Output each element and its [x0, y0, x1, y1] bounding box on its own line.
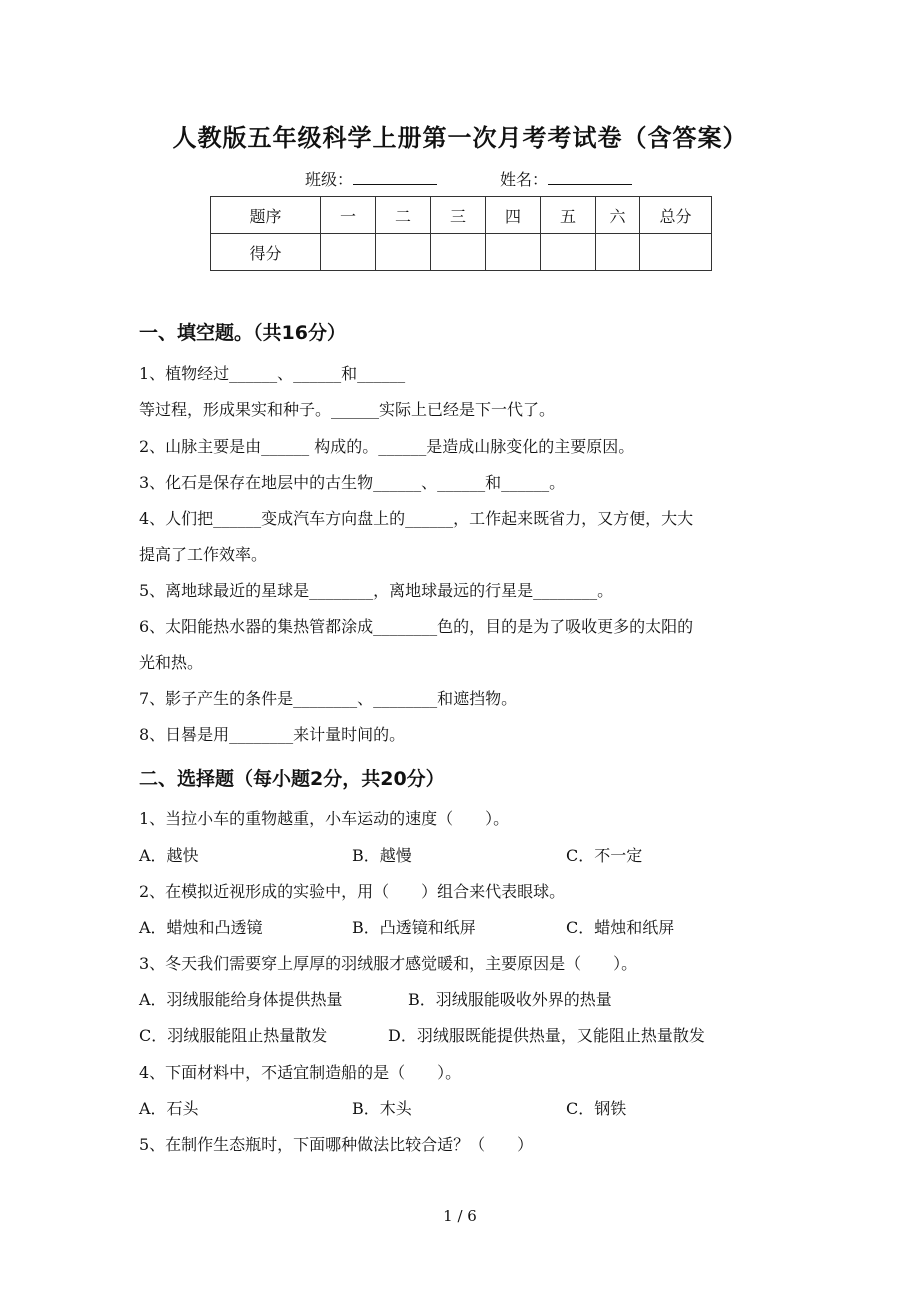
- score-cell[interactable]: [640, 234, 712, 271]
- choice-option-d[interactable]: D．羽绒服既能提供热量，又能阻止热量散发: [388, 1026, 705, 1045]
- choice-option-a[interactable]: A．羽绒服能给身体提供热量: [139, 990, 343, 1009]
- score-cell[interactable]: [376, 234, 431, 271]
- choice-option-c[interactable]: C．蜡烛和纸屏: [566, 918, 675, 937]
- score-cell[interactable]: [321, 234, 376, 271]
- class-field: [305, 168, 437, 191]
- score-cell[interactable]: [431, 234, 486, 271]
- fill-question-line: 8、日晷是用________来计量时间的。: [139, 725, 406, 744]
- section2-heading: 二、选择题（每小题2分，共20分）: [139, 768, 445, 790]
- score-cell[interactable]: [486, 234, 541, 271]
- page-number: 1 / 6: [443, 1207, 477, 1225]
- score-row: [211, 234, 712, 271]
- score-cell[interactable]: [541, 234, 596, 271]
- choice-option-a[interactable]: A．蜡烛和凸透镜: [139, 918, 263, 937]
- fill-question-line: 7、影子产生的条件是________、________和遮挡物。: [139, 689, 518, 708]
- choice-option-c[interactable]: C．羽绒服能阻止热量散发: [139, 1026, 328, 1045]
- name-label: 姓名：: [500, 170, 549, 189]
- fill-question-line: 6、太阳能热水器的集热管都涂成________色的，目的是为了吸收更多的太阳的: [139, 617, 694, 636]
- choice-option-a[interactable]: A．石头: [139, 1099, 199, 1118]
- score-header-cell: 六: [596, 197, 640, 234]
- fill-question-line: 5、离地球最近的星球是________，离地球最远的行星是________。: [139, 581, 614, 600]
- score-table: [210, 196, 712, 271]
- exam-title: 人教版五年级科学上册第一次月考考试卷（含答案）: [172, 124, 748, 152]
- choice-option-c[interactable]: C．钢铁: [566, 1099, 627, 1118]
- score-row-label: 得分: [211, 234, 321, 271]
- score-header-row: [211, 197, 712, 234]
- score-header-cell: 题序: [211, 197, 321, 234]
- choice-option-b[interactable]: B．木头: [352, 1099, 412, 1118]
- name-blank[interactable]: [548, 168, 632, 185]
- choice-option-b[interactable]: B．凸透镜和纸屏: [352, 918, 476, 937]
- score-header-cell: 三: [431, 197, 486, 234]
- fill-question-line: 等过程，形成果实和种子。______实际上已经是下一代了。: [139, 400, 556, 419]
- choice-option-a[interactable]: A．越快: [139, 846, 199, 865]
- name-field: [500, 168, 632, 191]
- score-cell[interactable]: [596, 234, 640, 271]
- fill-question-line: 3、化石是保存在地层中的古生物______、______和______。: [139, 473, 566, 492]
- choice-question-stem: 1、当拉小车的重物越重，小车运动的速度（ ）。: [139, 809, 510, 828]
- choice-question-stem: 3、冬天我们需要穿上厚厚的羽绒服才感觉暖和，主要原因是（ ）。: [139, 954, 638, 973]
- score-header-cell: 五: [541, 197, 596, 234]
- score-header-cell: 一: [321, 197, 376, 234]
- section1-heading: 一、填空题。（共16分）: [139, 322, 346, 344]
- fill-question-line: 光和热。: [139, 653, 204, 672]
- choice-question-stem: 2、在模拟近视形成的实验中，用（ ）组合来代表眼球。: [139, 882, 566, 901]
- fill-question-line: 1、植物经过______、______和______: [139, 364, 406, 383]
- class-label: 班级：: [305, 170, 354, 189]
- fill-question-line: 4、人们把______变成汽车方向盘上的______，工作起来既省力，又方便，大大: [139, 509, 694, 528]
- choice-question-stem: 4、下面材料中，不适宜制造船的是（ ）。: [139, 1063, 462, 1082]
- choice-option-b[interactable]: B．越慢: [352, 846, 412, 865]
- score-header-cell: 总分: [640, 197, 712, 234]
- choice-option-c[interactable]: C．不一定: [566, 846, 643, 865]
- fill-question-line: 2、山脉主要是由______ 构成的。______是造成山脉变化的主要原因。: [139, 437, 635, 456]
- score-header-cell: 四: [486, 197, 541, 234]
- choice-question-stem: 5、在制作生态瓶时，下面哪种做法比较合适？（ ）: [139, 1135, 534, 1154]
- score-header-cell: 二: [376, 197, 431, 234]
- choice-option-b[interactable]: B．羽绒服能吸收外界的热量: [408, 990, 612, 1009]
- class-blank[interactable]: [353, 168, 437, 185]
- fill-question-line: 提高了工作效率。: [139, 545, 268, 564]
